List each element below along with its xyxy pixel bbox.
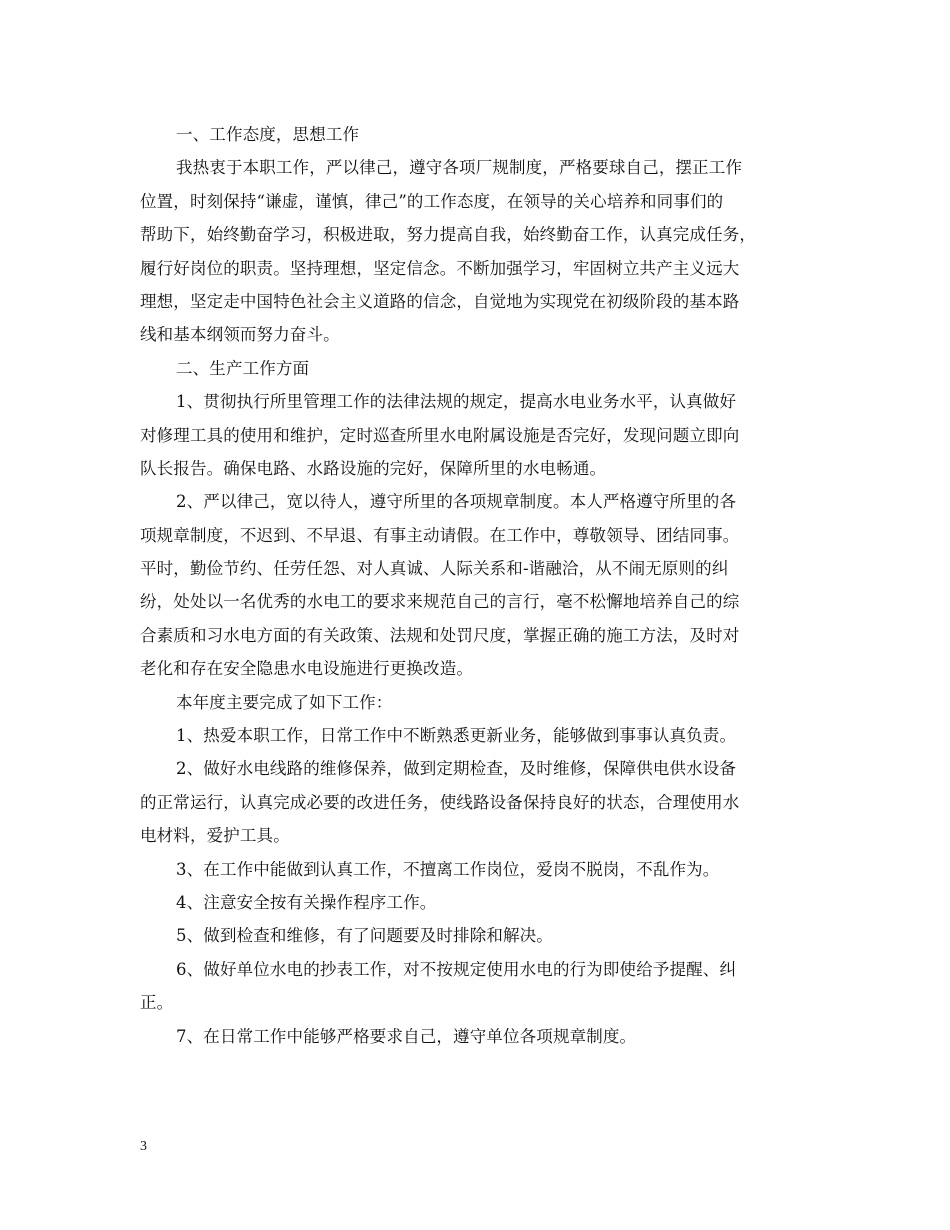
section-heading: 一、工作态度，思想工作 [176, 125, 360, 144]
paragraph-line: 本年度主要完成了如下工作： [176, 692, 393, 712]
paragraph-line: 对修理工具的使用和维护，定时巡查所里水电附属设施是否完好，发现问题立即向 [140, 425, 740, 445]
list-item-continuation: 正。 [140, 993, 174, 1013]
paragraph-line: 2、严以律己，宽以待人，遵守所里的各项规章制度。本人严格遵守所里的各 [176, 492, 737, 512]
paragraph-line: 线和基本纲领而努力奋斗。 [140, 325, 340, 345]
section-heading: 二、生产工作方面 [176, 358, 310, 378]
paragraph-line: 合素质和习水电方面的有关政策、法规和处罚尺度，掌握正确的施工方法，及时对 [140, 625, 740, 645]
paragraph-line: 1、贯彻执行所里管理工作的法律法规的规定，提高水电业务水平，认真做好 [176, 392, 737, 412]
page-number: 3 [140, 1139, 147, 1154]
paragraph-line: 纷，处处以一名优秀的水电工的要求来规范自己的言行，毫不松懈地培养自己的综 [140, 592, 740, 612]
paragraph-line: 平时，勤俭节约、任劳任怨、对人真诚、人际关系和-谐融洽，从不闹无原则的纠 [140, 559, 729, 579]
paragraph-line: 项规章制度，不迟到、不早退、有事主动请假。在工作中，尊敬领导、团结同事。 [140, 525, 740, 545]
paragraph-line: 队长报告。确保电路、水路设施的完好，保障所里的水电畅通。 [140, 458, 607, 478]
paragraph-line: 位置，时刻保持“谦虚，谨慎，律己”的工作态度，在领导的关心培养和同事们的 [140, 191, 724, 211]
paragraph-line: 履行好岗位的职责。坚持理想，坚定信念。不断加强学习，牢固树立共产主义远大 [140, 258, 740, 278]
list-item: 4、注意安全按有关操作程序工作。 [176, 892, 437, 912]
document-body [140, 118, 830, 1053]
paragraph-line: 理想，坚定走中国特色社会主义道路的信念，自觉地为实现党在初级阶段的基本路 [140, 291, 740, 311]
list-item-continuation: 的正常运行，认真完成必要的改进任务，使线路设备保持良好的状态，合理使用水 [140, 792, 740, 812]
paragraph-line: 我热衷于本职工作，严以律己，遵守各项厂规制度，严格要球自己，摆正工作 [176, 158, 743, 178]
list-item: 6、做好单位水电的抄表工作，对不按规定使用水电的行为即使给予提醒、纠 [176, 959, 737, 979]
list-item: 3、在工作中能做到认真工作，不擅离工作岗位，爱岗不脱岗，不乱作为。 [176, 859, 720, 879]
list-item: 7、在日常工作中能够严格要求自己，遵守单位各项规章制度。 [176, 1026, 637, 1046]
list-item: 2、做好水电线路的维修保养，做到定期检查，及时维修，保障供电供水设备 [176, 759, 737, 779]
list-item-continuation: 电材料，爱护工具。 [140, 826, 290, 846]
paragraph-line: 帮助下，始终勤奋学习，积极进取，努力提高自我，始终勤奋工作，认真完成任务， [140, 225, 757, 245]
list-item: 5、做到检查和维修，有了问题要及时排除和解决。 [176, 926, 553, 946]
list-item: 1、热爱本职工作，日常工作中不断熟悉更新业务，能够做到事事认真负责。 [176, 726, 737, 746]
paragraph-line: 老化和存在安全隐患水电设施进行更换改造。 [140, 659, 473, 679]
